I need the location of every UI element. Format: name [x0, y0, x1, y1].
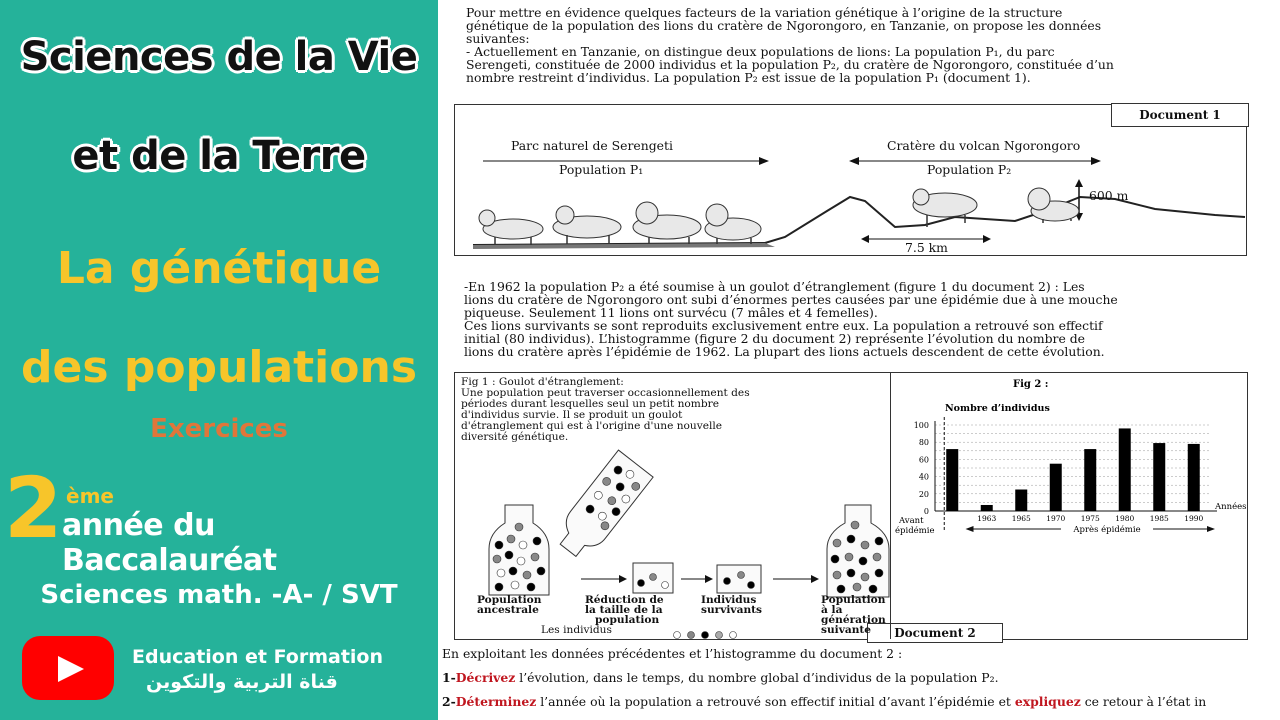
bar-7 — [1188, 444, 1200, 511]
question-2 — [442, 694, 1206, 709]
before-epidemic-label: épidémie — [895, 526, 935, 536]
question-2-text-end: ce retour à l’état in — [1080, 694, 1207, 709]
middle-line: -En 1962 la population P₂ a été soumise à un goulot d’étranglement (figure 1 du document 2) : Les — [464, 279, 1085, 294]
y-axis-label: Nombre d’individus — [945, 403, 1050, 414]
crater-landscape — [455, 105, 1248, 257]
population-bar-chart — [893, 373, 1247, 639]
subject-title-line1: Sciences de la Vie — [20, 34, 418, 80]
level-text: année du Baccalauréat — [62, 508, 277, 578]
fig1-text-line: diversité génétique. — [461, 431, 569, 443]
arrow-head-left — [966, 526, 974, 532]
x-tick-label: 1985 — [1149, 514, 1169, 523]
altitude-label: 600 m — [1089, 188, 1129, 203]
bar-3 — [1050, 464, 1062, 511]
crater-label: Cratère du volcan Ngorongoro — [887, 138, 1081, 153]
fig1-text-line: d'individus survie. Il se produit un goulot — [461, 409, 683, 421]
next-gen-label: génération — [821, 614, 886, 626]
reduction-label: la taille de la — [585, 604, 663, 616]
next-gen-label: Population — [821, 594, 886, 606]
intro-line: suivantes: — [466, 31, 530, 46]
question-1 — [442, 670, 999, 685]
document1-tag: Document 1 — [1111, 103, 1249, 127]
fig1-title: Fig 1 : Goulot d'étranglement: — [461, 376, 624, 388]
y-tick-label: 20 — [918, 489, 929, 499]
topic-title-line2: des populations — [20, 342, 418, 393]
level-number: 2 — [4, 459, 63, 557]
survivors-label: Individus — [701, 594, 757, 606]
question-1-number: 1- — [442, 670, 456, 685]
arrow-head-right — [1207, 526, 1215, 532]
population-p2-label: Population P₂ — [927, 162, 1012, 177]
intro-line: génétique de la population des lions du cratère de Ngorongoro, en Tanzanie, on propose les données — [466, 18, 1102, 33]
fig1-text-line: périodes durant lesquelles seul un petit nombre — [461, 398, 719, 410]
y-tick-label: 80 — [918, 438, 929, 448]
after-epidemic-label: Après épidémie — [1073, 525, 1141, 535]
exercise-document — [438, 0, 1280, 720]
fig2-histogram — [893, 373, 1247, 639]
track-text: Sciences math. -A- / SVT — [40, 580, 398, 610]
question-2-text: l’année où la population a retrouvé son effectif initial d’avant l’épidémie et — [536, 694, 1015, 709]
question-1-verb: Décrivez — [455, 670, 516, 685]
bar-5 — [1119, 428, 1131, 511]
x-axis-label: Années — [1215, 502, 1247, 512]
chart-title: Fig 2 : — [1013, 379, 1049, 390]
x-tick-label: 1970 — [1046, 514, 1066, 523]
youtube-play-icon[interactable] — [22, 636, 114, 700]
x-tick-label: 1975 — [1080, 514, 1100, 523]
fig1-text-line: d'étranglement qui est à l'origine d'une nouvelle — [461, 420, 723, 432]
middle-line: lions du cratère de Ngorongoro ont subi d’énormes pertes causées par une épidémie due à une mouche — [464, 292, 1118, 307]
y-tick-label: 40 — [918, 472, 929, 482]
intro-line: - Actuellement en Tanzanie, on distingue deux populations de lions: La population P₁, du parc — [466, 44, 1055, 59]
subject-title-line2: et de la Terre — [72, 133, 366, 179]
topic-title-line1: La génétique — [56, 243, 382, 294]
y-tick-label: 60 — [918, 455, 929, 465]
level-suffix: ème — [66, 484, 114, 508]
ancestral-label: ancestrale — [477, 604, 539, 616]
bar-1 — [981, 505, 993, 511]
question-2-verb2: expliquez — [1014, 694, 1081, 709]
document2-tag: Document 2 — [867, 623, 1003, 643]
reduction-label: Réduction de — [585, 594, 664, 606]
distance-label: 7.5 km — [905, 240, 948, 255]
x-tick-label: 1965 — [1011, 514, 1031, 523]
intro-line: nombre restreint d’individus. La population P₂ est issue de la population P₁ (document 1). — [466, 70, 1031, 85]
ancestral-label: Population — [477, 594, 542, 606]
document1-figure — [454, 104, 1247, 256]
bar-6 — [1153, 443, 1165, 511]
before-epidemic-label: Avant — [899, 516, 924, 526]
exercise-subtitle: Exercices — [150, 414, 288, 444]
middle-line: piqueuse. Seulement 11 lions ont survécu (7 mâles et 4 femelles). — [464, 305, 878, 320]
middle-line: lions du cratère après l’épidémie de 1962. La plupart des lions actuels descendent de cette évolution. — [464, 344, 1105, 359]
question-1-text: l’évolution, dans le temps, du nombre global d’individus de la population P₂. — [515, 670, 999, 685]
question-2-number: 2- — [442, 694, 456, 709]
y-tick-label: 0 — [923, 507, 929, 516]
channel-banner — [0, 0, 438, 720]
fig1-bottleneck — [455, 373, 891, 639]
bar-0 — [946, 449, 958, 511]
population-p1-label: Population P₁ — [559, 162, 644, 177]
x-tick-label: 1980 — [1115, 514, 1135, 523]
survivors-label: survivants — [701, 604, 763, 616]
channel-name-arabic: قناة التربية والتكوين — [146, 671, 338, 693]
middle-line: initial (80 individus). L’histogramme (figure 2 du document 2) représente l’évolution du nombre de — [464, 331, 1085, 346]
individuals-legend-label: Les individus — [541, 624, 612, 636]
x-tick-label: 1963 — [977, 514, 997, 523]
fig1-text-line: Une population peut traverser occasionnellement des — [461, 387, 750, 399]
channel-name: Education et Formation — [132, 646, 383, 668]
reduction-label: population — [595, 614, 660, 626]
next-gen-label: à la — [821, 604, 843, 616]
question-2-verb: Déterminez — [455, 694, 537, 709]
bar-2 — [1015, 490, 1027, 512]
document2-figure — [454, 372, 1248, 640]
y-tick-label: 100 — [913, 421, 929, 430]
intro-line: Pour mettre en évidence quelques facteurs de la variation génétique à l’origine de la structure — [466, 5, 1063, 20]
intro-line: Serengeti, constituée de 2000 individus et la population P₂, du cratère de Ngorongoro, constituée d’un — [466, 57, 1114, 72]
bar-4 — [1084, 449, 1096, 511]
x-tick-label: 1990 — [1184, 514, 1204, 523]
serengeti-label: Parc naturel de Serengeti — [511, 138, 673, 153]
questions-lead: En exploitant les données précédentes et l’histogramme du document 2 : — [442, 646, 903, 661]
next-gen-label: suivante — [821, 624, 872, 636]
middle-line: Ces lions survivants se sont reproduits exclusivement entre eux. La population a retrouvé son effectif — [464, 318, 1103, 333]
